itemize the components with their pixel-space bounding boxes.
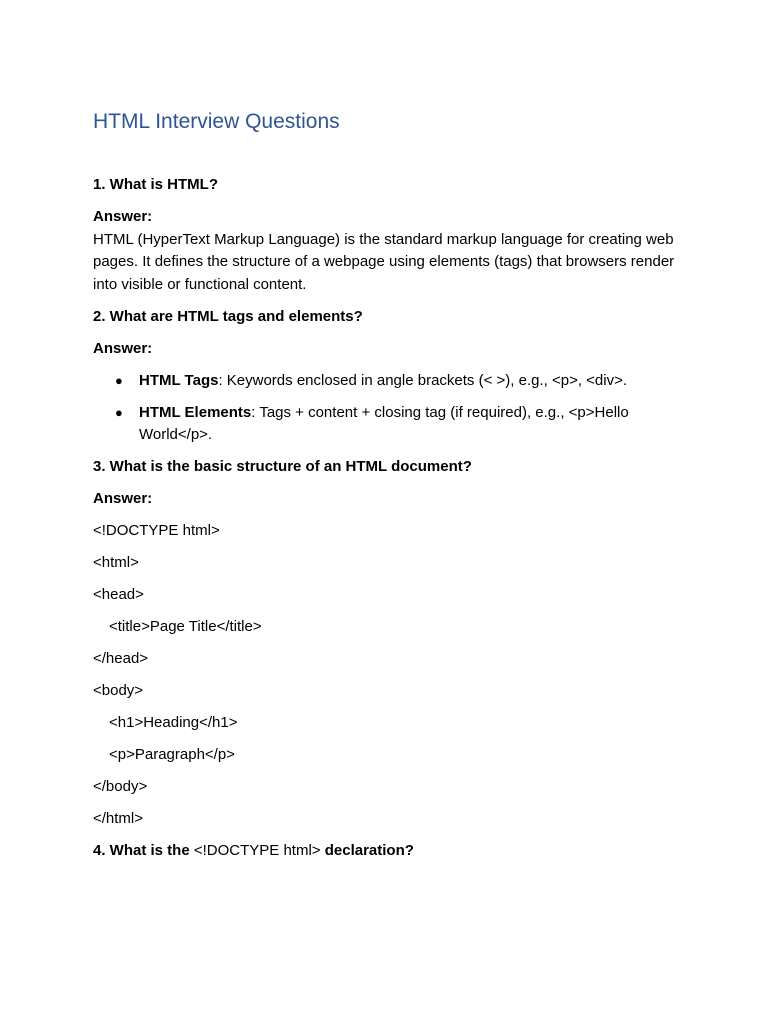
answer-text-1: HTML (HyperText Markup Language) is the standard markup language for creating web pages. It defines the structure of a webpage using elements (tags) that browsers render into visible or functional content. — [93, 230, 675, 293]
list-item-term: HTML Tags — [139, 371, 219, 389]
document-content — [93, 174, 683, 872]
list-item-text: : Keywords enclosed in angle brackets (< >), e.g., <p>, <div>. — [218, 371, 628, 389]
answer-label-3: Answer: — [93, 490, 153, 507]
code-line: <h1>Heading</h1> — [109, 714, 238, 731]
code-line: </body> — [93, 778, 148, 795]
document-title: HTML Interview Questions — [93, 110, 340, 133]
code-line: <p>Paragraph</p> — [109, 746, 235, 763]
list-item-term: HTML Elements — [139, 403, 252, 421]
bullet-icon: ● — [115, 372, 123, 388]
question-4-prefix: 4. What is the — [93, 842, 194, 859]
question-3: 3. What is the basic structure of an HTML document? — [93, 458, 472, 475]
answer-label-2: Answer: — [93, 339, 153, 357]
code-line: <title>Page Title</title> — [109, 618, 262, 635]
question-2: 2. What are HTML tags and elements? — [93, 307, 363, 325]
list-item-text: : Tags + content + closing tag (if required), e.g., <p>Hello World</p>. — [139, 403, 629, 443]
code-line: </html> — [93, 810, 144, 827]
code-line: <head> — [93, 586, 144, 603]
code-line: <!DOCTYPE html> — [93, 522, 220, 539]
answer-label-1: Answer: — [93, 208, 153, 225]
list-item — [93, 402, 683, 447]
list-item — [93, 370, 683, 393]
question-1: 1. What is HTML? — [93, 176, 218, 193]
code-line: </head> — [93, 650, 149, 667]
question-4 — [93, 840, 683, 863]
bullet-icon: ● — [115, 404, 123, 420]
code-line: <html> — [93, 554, 139, 571]
code-line: <body> — [93, 682, 144, 699]
code-block — [93, 520, 683, 831]
question-4-suffix: declaration? — [320, 842, 414, 859]
question-4-code: <!DOCTYPE html> — [193, 842, 321, 859]
answer-list-2 — [93, 370, 683, 447]
